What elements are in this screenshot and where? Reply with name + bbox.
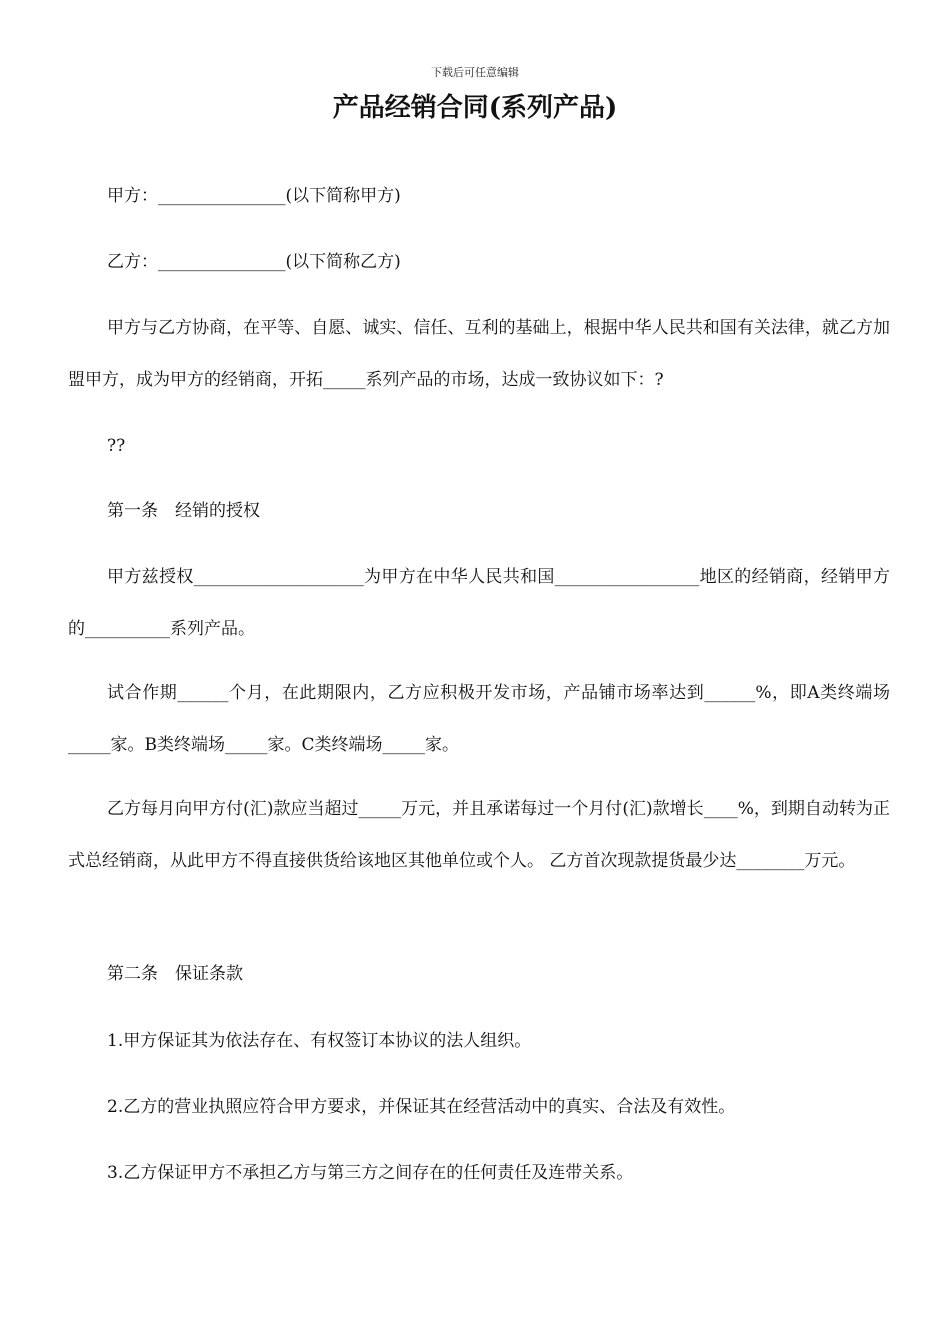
party-b-line: 乙方：_______________(以下简称乙方) xyxy=(107,252,401,272)
article-2-clause-1: 1.甲方保证其为依法存在、有权签订本协议的法人组织。 xyxy=(107,1031,532,1051)
header-note: 下载后可任意编辑 xyxy=(431,66,519,79)
article-1-trial-period: 试合作期______个月，在此期限内，乙方应积极开发市场，产品铺市场率达到______%，即A类终端场_____家。B类终端场_____家。C类终端场_____家。 xyxy=(68,683,890,755)
article-1-heading: 第一条 经销的授权 xyxy=(107,501,260,521)
article-2-clause-3: 3.乙方保证甲方不承担乙方与第三方之间存在的任何责任及连带关系。 xyxy=(107,1163,634,1183)
placeholder-paragraph: ?? xyxy=(107,436,126,456)
document-title: 产品经销合同(系列产品) xyxy=(332,93,618,123)
article-2-heading: 第二条 保证条款 xyxy=(107,964,243,984)
preamble-paragraph: 甲方与乙方协商，在平等、自愿、诚实、信任、互利的基础上，根据中华人民共和国有关法律，就乙方加盟甲方，成为甲方的经销商，开拓_____系列产品的市场，达成一致协议如下：? xyxy=(68,318,890,390)
article-2-clause-2: 2.乙方的营业执照应符合甲方要求，并保证其在经营活动中的真实、合法及有效性。 xyxy=(107,1097,736,1117)
article-1-authorization: 甲方兹授权____________________为甲方在中华人民共和国_________________地区的经销商，经销甲方的__________系列产品。 xyxy=(68,567,890,639)
article-1-payment: 乙方每月向甲方付(汇)款应当超过_____万元，并且承诺每过一个月付(汇)款增长____%，到期自动转为正式总经销商，从此甲方不得直接供货给该地区其他单位或个人。 乙方首次现款提货最少达________万元。 xyxy=(68,799,890,871)
party-a-line: 甲方：_______________(以下简称甲方) xyxy=(107,186,401,206)
